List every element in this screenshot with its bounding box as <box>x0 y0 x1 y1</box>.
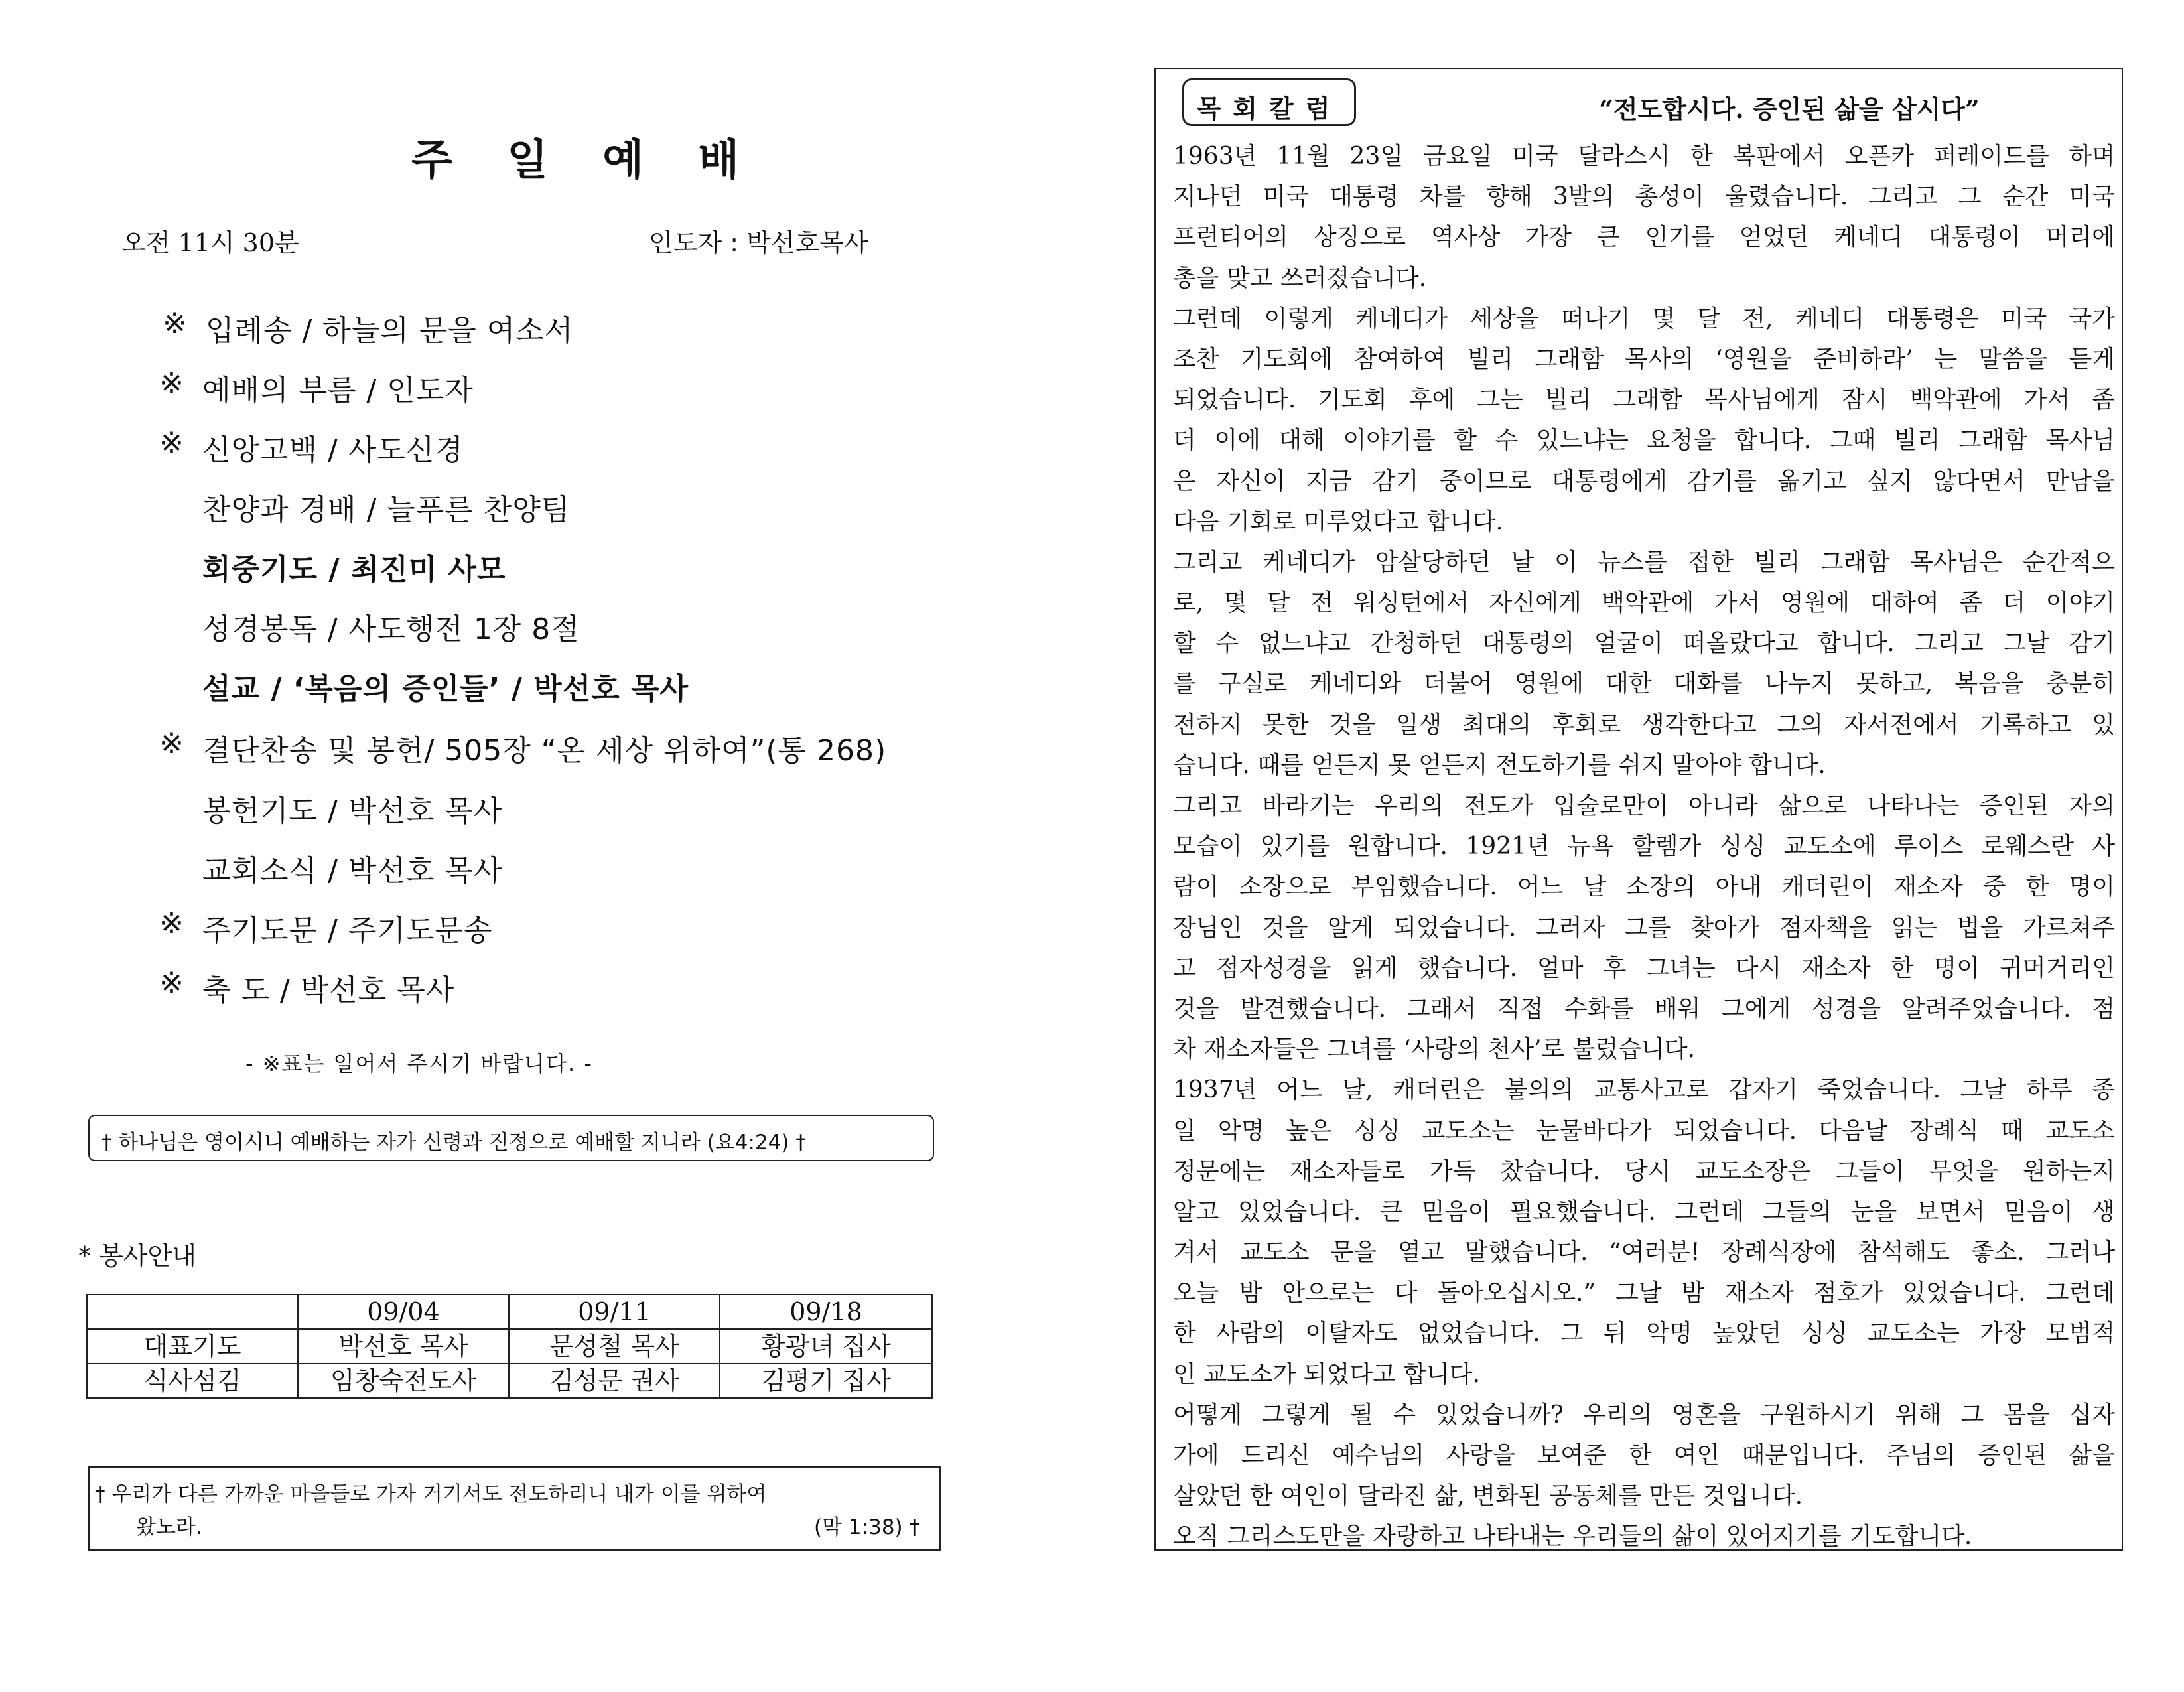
column-text-line: 일 악명 높은 싱싱 교도소는 눈물바다가 되었습니다. 다음날 장례식 때 교도소 <box>1173 1117 2115 1145</box>
order-item-text: 예배의 부름 / 인도자 <box>202 374 474 407</box>
column-text-line: 알고 있었습니다. 큰 믿음이 필요했습니다. 그런데 그들의 눈을 보면서 믿음이 생 <box>1173 1198 2115 1226</box>
verse-line: † 우리가 다른 가까운 마을들로 가자 거기서도 전도하리니 내가 이를 위하여 <box>95 1482 767 1506</box>
column-text-line: 조찬 기도회에 참여하여 빌리 그래함 목사의 ‘영원을 준비하라’ 는 말씀을 듣게 <box>1173 345 2115 373</box>
column-text-line: 더 이에 대해 이야기를 할 수 있느냐는 요청을 합니다. 그때 빌리 그래함 목사님 <box>1173 427 2115 455</box>
order-item-text: 회중기도 / 최진미 사모 <box>202 553 506 587</box>
table-cell: 문성철 목사 <box>509 1329 720 1364</box>
order-item-text: 신앙고백 / 사도신경 <box>202 433 464 467</box>
column-badge-label: 목회칼럼 <box>1196 94 1342 123</box>
column-text-line: 겨서 교도소 문을 열고 말했습니다. “여러분! 장례식장에 참석해도 좋소. 그러나 <box>1173 1239 2115 1267</box>
column-title: “전도합시다. 증인된 삶을 삽시다” <box>1599 94 1980 124</box>
column-text-line: 프런티어의 상징으로 역사상 가장 큰 인기를 얻었던 케네디 대통령이 머리에 <box>1173 224 2115 251</box>
column-text-line: 정문에는 재소자들로 가득 찼습니다. 당시 교도소장은 그들이 무엇을 원하는지 <box>1173 1157 2115 1185</box>
table-header-cell: 09/04 <box>298 1295 509 1329</box>
column-badge <box>1182 78 1356 126</box>
column-text-line: 모습이 있기를 원합니다. 1921년 뉴욕 할렘가 싱싱 교도소에 루이스 로웨스란 사 <box>1173 833 2115 861</box>
column-text-line: 할 수 없느냐고 간청하던 대통령의 얼굴이 떠올랐다고 합니다. 그리고 그날 감기 <box>1173 630 2115 658</box>
order-item-text: 봉헌기도 / 박선호 목사 <box>202 794 503 828</box>
column-text-line: 것을 발견했습니다. 그래서 직접 수화를 배워 그에게 성경을 알려주었습니다. 점 <box>1173 995 2115 1022</box>
table-row <box>87 1329 932 1364</box>
order-item-text: 결단찬송 및 봉헌/ 505장 “온 세상 위하여”(통 268) <box>202 734 887 768</box>
table-header-row <box>87 1295 932 1329</box>
column-body <box>1173 136 2115 1557</box>
standing-mark: ※ <box>159 906 184 940</box>
column-text-line: 1937년 어느 날, 캐더린은 불의의 교통사고로 갑자기 죽었습니다. 그날 하루 종 <box>1173 1076 2115 1104</box>
table-header-cell <box>87 1295 298 1329</box>
column-text-line: 를 구실로 케네디와 더불어 영원에 대한 대화를 나누지 못하고, 복음을 충분히 <box>1173 670 2115 698</box>
column-text-line: 장님인 것을 알게 되었습니다. 그러자 그를 찾아가 점자책을 읽는 법을 가르쳐주 <box>1173 914 2115 942</box>
column-text-line: 1963년 11월 23일 금요일 미국 달라스시 한 복판에서 오픈카 퍼레이드를 하며 <box>1173 143 2115 170</box>
service-guide-table <box>86 1294 933 1399</box>
table-cell: 대표기도 <box>87 1329 298 1364</box>
column-text-line: 습니다. 때를 얻든지 못 얻든지 전도하기를 쉬지 말아야 합니다. <box>1173 751 1826 779</box>
table-cell: 황광녀 집사 <box>720 1329 932 1364</box>
service-guide-heading: * 봉사안내 <box>78 1241 196 1271</box>
column-text-line: 지나던 미국 대통령 차를 향해 3발의 총성이 울렸습니다. 그리고 그 순간 미국 <box>1173 183 2115 211</box>
column-text-line: 한 사람의 이탈자도 없었습니다. 그 뒤 악명 높았던 싱싱 교도소는 가장 모범적 <box>1173 1320 2115 1348</box>
column-text-line: 가에 드리신 예수님의 사랑을 보여준 한 여인 때문입니다. 주님의 증인된 삶을 <box>1173 1442 2115 1469</box>
column-text-line: 고 점자성경을 읽게 했습니다. 얼마 후 그녀는 다시 재소자 한 명이 귀머거리인 <box>1173 954 2115 982</box>
column-text-line: 차 재소자들은 그녀를 ‘사랑의 천사’로 불렀습니다. <box>1173 1036 1696 1064</box>
order-item-text: 입례송 / 하늘의 문을 여소서 <box>206 314 574 348</box>
table-cell: 김성문 권사 <box>509 1364 720 1398</box>
verse-reference: (막 1:38) † <box>814 1516 920 1539</box>
table-header-cell: 09/11 <box>509 1295 720 1329</box>
verse-box-john <box>88 1115 934 1161</box>
column-text-line: 은 자신이 지금 감기 중이므로 대통령에게 감기를 옮기고 싶지 않다면서 만남을 <box>1173 467 2115 495</box>
order-item-text: 찬양과 경배 / 늘푸른 찬양팀 <box>202 493 571 527</box>
column-text-line: 다음 기회로 미루었다고 합니다. <box>1173 508 1503 535</box>
order-item-text: 교회소식 / 박선호 목사 <box>202 854 503 888</box>
table-cell: 박선호 목사 <box>298 1329 509 1364</box>
stand-note: - ※표는 일어서 주시기 바랍니다. - <box>245 1051 593 1076</box>
column-text-line: 로, 몇 달 전 워싱턴에서 자신에게 백악관에 가서 영원에 대하여 좀 더 이야기 <box>1173 589 2115 617</box>
table-cell: 임창숙전도사 <box>298 1364 509 1398</box>
column-text-line: 그리고 케네디가 암살당하던 날 이 뉴스를 접한 빌리 그래함 목사님은 순간적으 <box>1173 548 2115 576</box>
standing-mark: ※ <box>159 366 184 400</box>
column-text-line: 되었습니다. 기도회 후에 그는 빌리 그래함 목사님에게 잠시 백악관에 가서 좀 <box>1173 386 2115 414</box>
order-item-text: 축 도 / 박선호 목사 <box>202 973 455 1007</box>
column-text-line: 어떻게 그렇게 될 수 있었습니까? 우리의 영혼을 구원하시기 위해 그 몸을 십자 <box>1173 1401 2115 1429</box>
standing-mark: ※ <box>163 307 188 340</box>
order-item-text: 주기도문 / 주기도문송 <box>202 914 493 948</box>
table-header-cell: 09/18 <box>720 1295 932 1329</box>
column-text-line: 인 교도소가 되었다고 합니다. <box>1173 1360 1481 1388</box>
standing-mark: ※ <box>159 727 184 760</box>
column-text-line: 그리고 바라기는 우리의 전도가 입술로만이 아니라 삶으로 나타나는 증인된 자의 <box>1173 792 2115 819</box>
verse-box-mark <box>88 1466 941 1551</box>
service-leader: 인도자 : 박선호목사 <box>649 228 868 257</box>
standing-mark: ※ <box>159 426 184 460</box>
order-item-text: 성경봉독 / 사도행전 1장 8절 <box>202 612 580 646</box>
verse-text: † 하나님은 영이시니 예배하는 자가 신령과 진정으로 예배할 지니라 (요4:24) † <box>102 1131 806 1155</box>
column-text-line: 오늘 밤 안으로는 다 돌아오십시오.” 그날 밤 재소자 점호가 있었습니다. 그런데 <box>1173 1279 2115 1307</box>
table-cell: 김평기 집사 <box>720 1364 932 1398</box>
column-text-line: 살았던 한 여인이 달라진 삶, 변화된 공동체를 만든 것입니다. <box>1173 1482 1803 1510</box>
table-row <box>87 1364 932 1398</box>
column-text-line: 람이 소장으로 부임했습니다. 어느 날 소장의 아내 캐더린이 재소자 중 한 명이 <box>1173 873 2115 901</box>
service-time: 오전 11시 30분 <box>121 228 299 257</box>
column-text-line: 그런데 이렇게 케네디가 세상을 떠나기 몇 달 전, 케네디 대통령은 미국 국가 <box>1173 305 2115 332</box>
column-text-line: 오직 그리스도만을 자랑하고 나타내는 우리들의 삶이 있어지기를 기도합니다. <box>1173 1523 1972 1551</box>
standing-mark: ※ <box>159 966 184 1000</box>
page-title: 주 일 예 배 <box>411 135 760 185</box>
order-item-text: 설교 / ‘복음의 증인들’ / 박선호 목사 <box>202 672 689 706</box>
column-text-line: 전하지 못한 것을 일생 최대의 후회로 생각한다고 그의 자서전에서 기록하고 있 <box>1173 711 2115 739</box>
table-cell: 식사섬김 <box>87 1364 298 1398</box>
verse-line: 왔노라. <box>136 1516 202 1539</box>
column-text-line: 총을 맞고 쓰러졌습니다. <box>1173 264 1427 292</box>
